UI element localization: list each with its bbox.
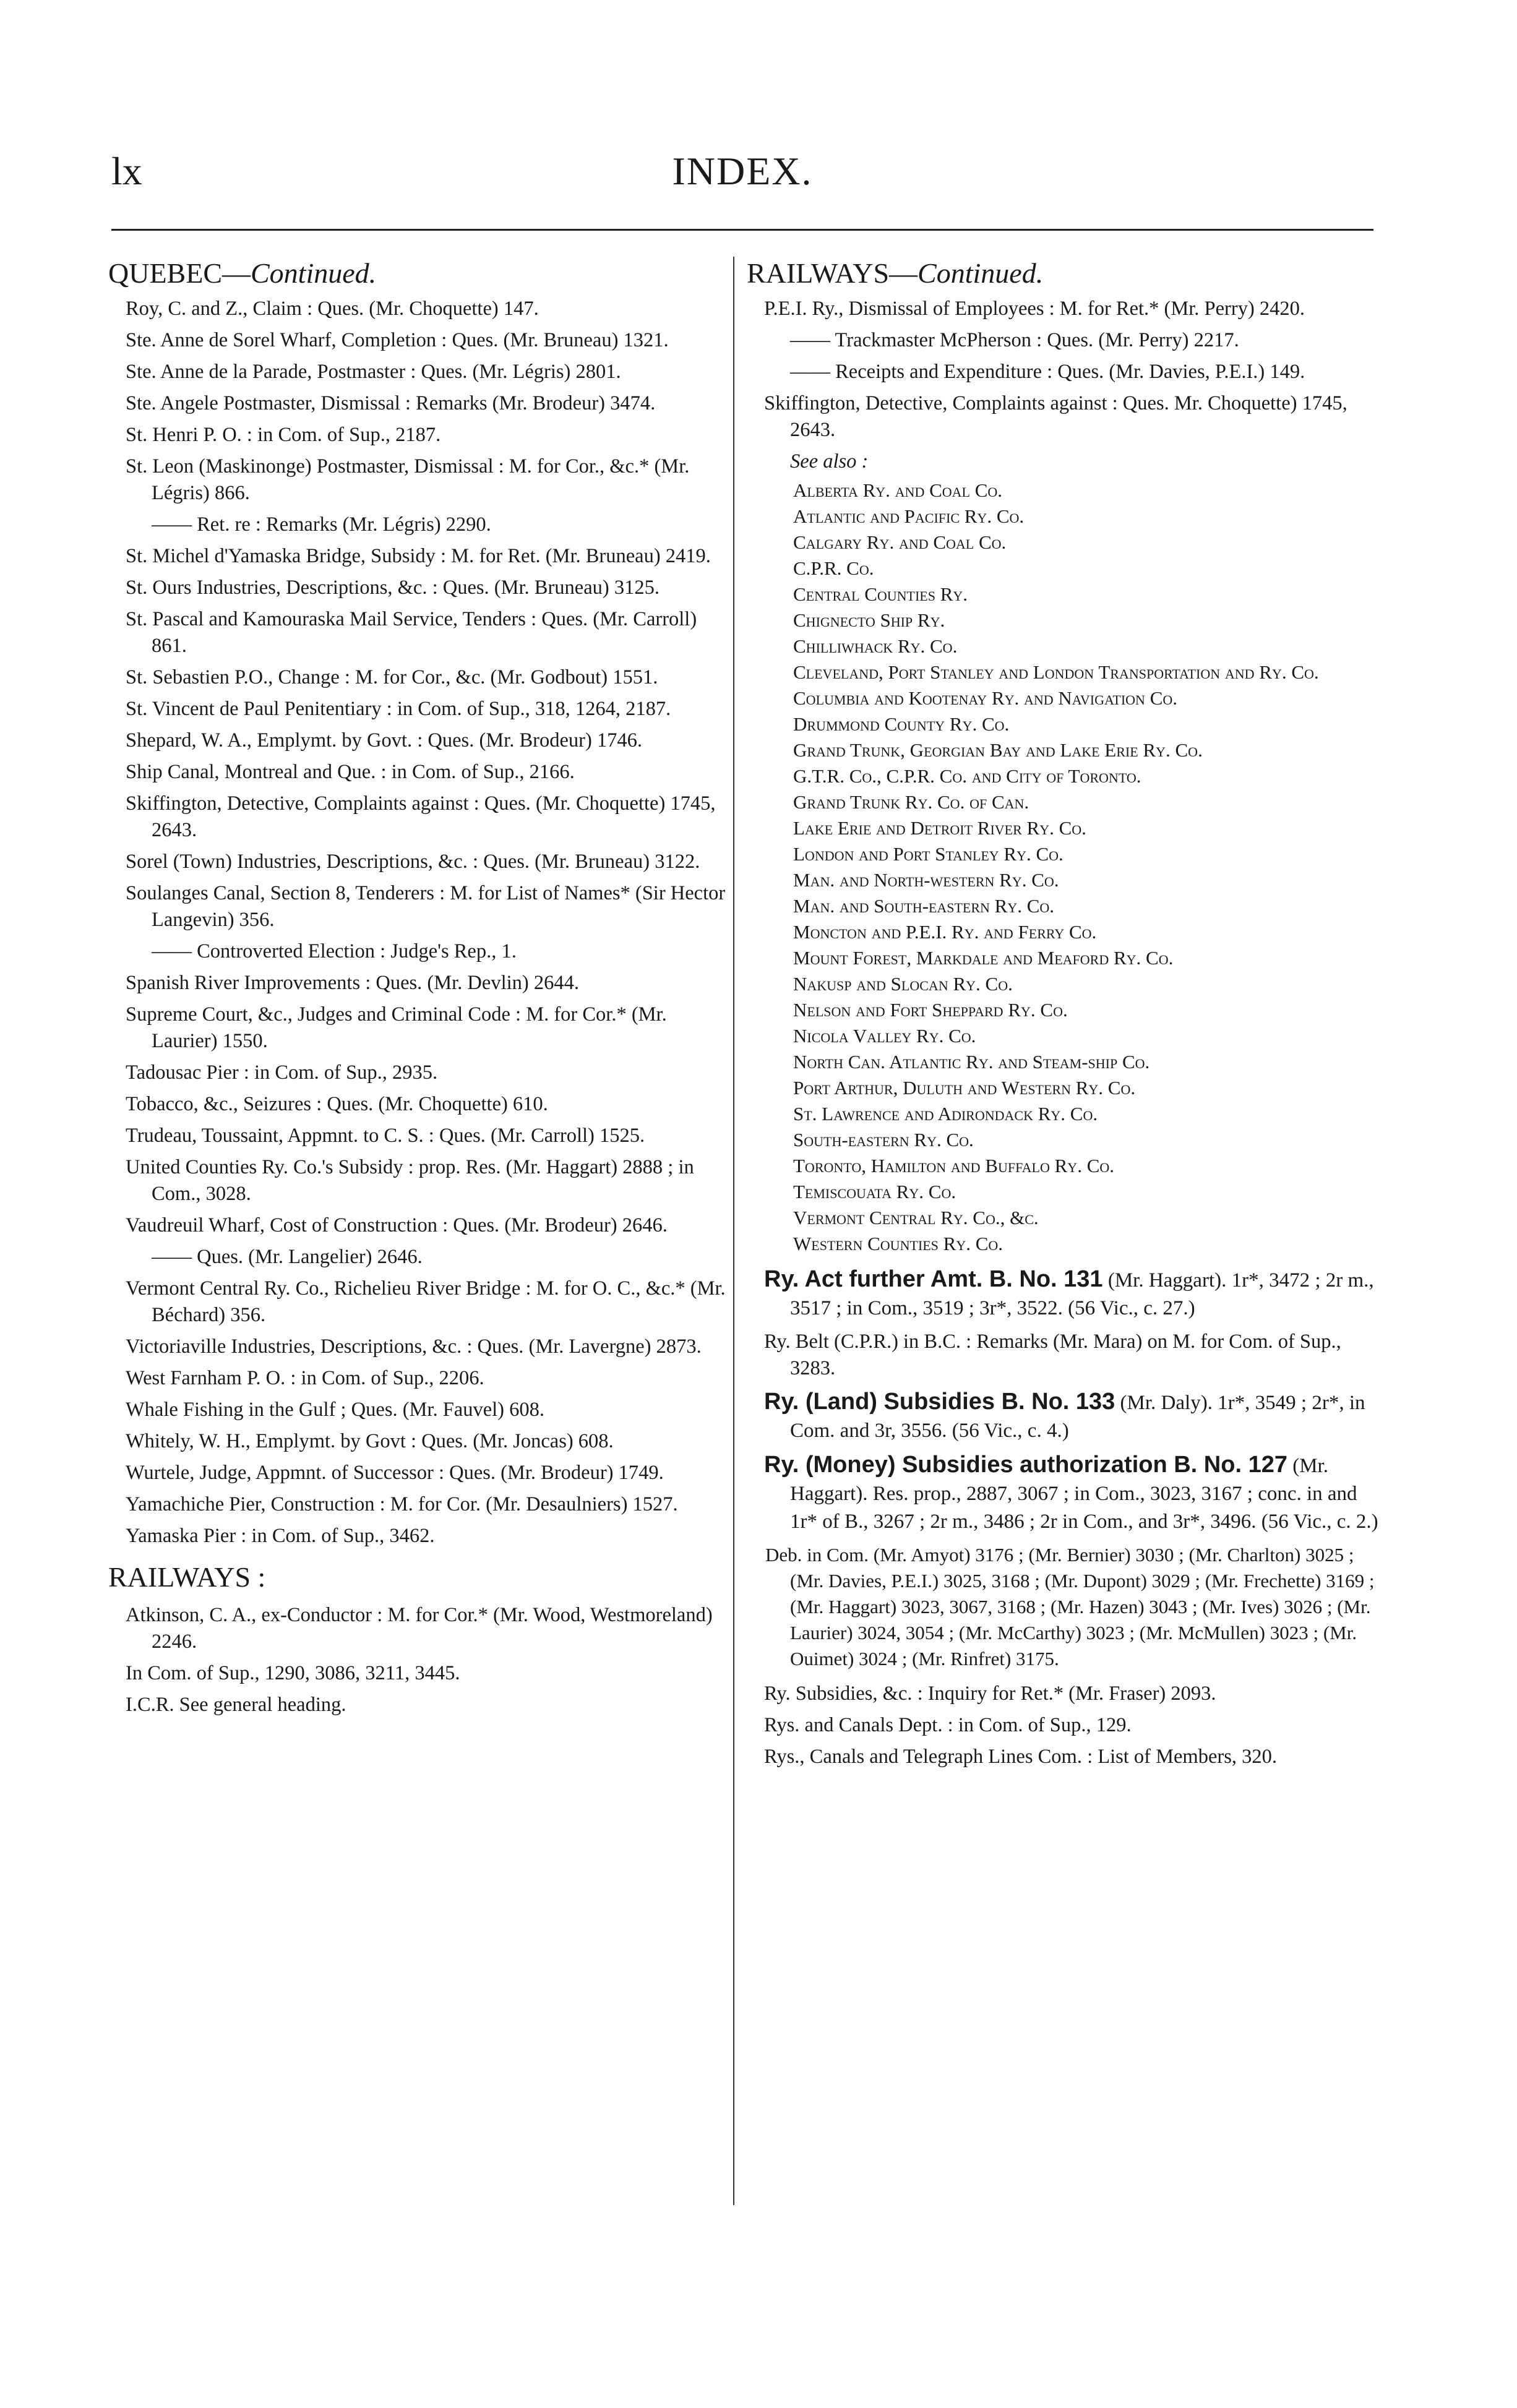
see-also-item: Grand Trunk Ry. Co. of Can. [793,791,1029,813]
tail-entries [747,1681,1387,1770]
index-entry: I.C.R. See general heading. [126,1694,346,1716]
index-entry: St. Vincent de Paul Penitentiary : in Com. of Sup., 318, 1264, 2187. [126,698,671,720]
see-also-item: Moncton and P.E.I. Ry. and Ferry Co. [793,921,1097,943]
index-entry: Ry. Subsidies, &c. : Inquiry for Ret.* (Mr. Fraser) 2093. [764,1682,1216,1705]
index-entry: Tadousac Pier : in Com. of Sup., 2935. [126,1061,438,1084]
see-also-item: Port Arthur, Duluth and Western Ry. Co. [793,1077,1136,1099]
index-entry: Ship Canal, Montreal and Que. : in Com. of Sup., 2166. [126,761,575,783]
index-entry: St. Henri P. O. : in Com. of Sup., 2187. [126,424,441,446]
page-header [111,148,1373,204]
index-entry: St. Michel d'Yamaska Bridge, Subsidy : M. for Ret. (Mr. Bruneau) 2419. [126,545,711,567]
railways-heading: RAILWAYS : [108,1561,266,1593]
left-heading: QUEBEC—Continued. [108,257,377,289]
bill-131-entry: Ry. Act further Amt. B. No. 131 (Mr. Haggart). 1r*, 3472 ; 2r m., 3517 ; in Com., 3519 ; 3r*, 3522. (56 Vic., c. 27.) [764,1266,1374,1319]
index-entry: Wurtele, Judge, Appmnt. of Successor : Ques. (Mr. Brodeur) 1749. [126,1462,664,1484]
index-entry: Soulanges Canal, Section 8, Tenderers : M. for List of Names* (Sir Hector Langevin) 356. [126,882,726,931]
index-entry: Roy, C. and Z., Claim : Ques. (Mr. Choquette) 147. [126,298,539,320]
index-entry: Whale Fishing in the Gulf ; Ques. (Mr. Fauvel) 608. [126,1399,544,1421]
see-also-label: See also : [790,450,869,473]
index-entry: Shepard, W. A., Emplymt. by Govt. : Ques. (Mr. Brodeur) 1746. [126,729,643,752]
see-also-item: Man. and North-western Ry. Co. [793,869,1059,891]
index-entry: Vaudreuil Wharf, Cost of Construction : Ques. (Mr. Brodeur) 2646. [126,1214,668,1236]
index-entry: Victoriaville Industries, Descriptions, &c. : Ques. (Mr. Lavergne) 2873. [126,1335,702,1358]
index-entry: Yamachiche Pier, Construction : M. for Cor. (Mr. Desaulniers) 1527. [126,1493,678,1515]
index-entry: West Farnham P. O. : in Com. of Sup., 2206. [126,1367,484,1389]
see-also-item: Grand Trunk, Georgian Bay and Lake Erie Ry. Co. [793,739,1203,761]
index-entry: Rys. and Canals Dept. : in Com. of Sup., 129. [764,1714,1132,1736]
index-entry: Vermont Central Ry. Co., Richelieu River Bridge : M. for O. C., &c.* (Mr. Béchard) 356. [126,1277,726,1326]
see-also-item: Drummond County Ry. Co. [793,713,1010,735]
ry-belt-entry: Ry. Belt (C.P.R.) in B.C. : Remarks (Mr. Mara) on M. for Com. of Sup., 3283. [764,1330,1341,1379]
index-entry: Whitely, W. H., Emplymt. by Govt : Ques. (Mr. Joncas) 608. [126,1430,614,1452]
index-entry: P.E.I. Ry., Dismissal of Employees : M. for Ret.* (Mr. Perry) 2420. [764,298,1305,320]
see-also-item: Calgary Ry. and Coal Co. [793,531,1007,553]
left-entries [108,296,730,1549]
see-also-item: Chilliwhack Ry. Co. [793,635,958,657]
see-also-item: Vermont Central Ry. Co., &c. [793,1207,1039,1228]
see-also-item: South-eastern Ry. Co. [793,1129,974,1150]
see-also-item: C.P.R. Co. [793,557,874,579]
bill-127-entry: Ry. (Money) Subsidies authorization B. No. 127 (Mr. Haggart). Res. prop., 2887, 3067 ; in Com., 3023, 3167 ; conc. in and 1r* of B., 3267 ; 2r m., 3486 ; 2r in Com., and 3r*, 3496. (56 Vic., c. 2.) [764,1452,1378,1533]
index-entry: Tobacco, &c., Seizures : Ques. (Mr. Choquette) 610. [126,1093,548,1115]
see-also-item: G.T.R. Co., C.P.R. Co. and City of Toronto. [793,765,1141,787]
index-entry: Spanish River Improvements : Ques. (Mr. Devlin) 2644. [126,972,579,994]
index-entry: —— Controverted Election : Judge's Rep., 1. [152,940,517,962]
index-entry: Ste. Anne de la Parade, Postmaster : Ques. (Mr. Légris) 2801. [126,361,621,383]
page-number: lx [111,149,142,193]
index-entry: Sorel (Town) Industries, Descriptions, &c. : Ques. (Mr. Bruneau) 3122. [126,851,700,873]
index-entry: —— Receipts and Expenditure : Ques. (Mr. Davies, P.E.I.) 149. [790,361,1305,383]
see-also-item: Cleveland, Port Stanley and London Transportation and Ry. Co. [793,661,1319,683]
see-also-item: Temiscouata Ry. Co. [793,1181,956,1202]
debate-entry: Deb. in Com. (Mr. Amyot) 3176 ; (Mr. Bernier) 3030 ; (Mr. Charlton) 3025 ; (Mr. Davies, P.E.I.) 3025, 3168 ; (Mr. Dupont) 3029 ; (Mr. Frechette) 3169 ; (Mr. Haggart) 3023, 3067, 3168 ; (Mr. Hazen) 3043 ; (Mr. Ives) 3026 ; (Mr. Laurier) 3024, 3054 ; (Mr. McCarthy) 3023 ; (Mr. McMullen) 3023 ; (Mr. Ouimet) 3024 ; (Mr. Rinfret) 3175. [765,1544,1375,1669]
see-also-item: Central Counties Ry. [793,583,968,605]
index-entry: Rys., Canals and Telegraph Lines Com. : List of Members, 320. [764,1746,1277,1768]
right-entries [747,296,1387,443]
see-also-item: Columbia and Kootenay Ry. and Navigation Co. [793,687,1178,709]
see-also-item: Chignecto Ship Ry. [793,609,945,631]
see-also-item: Alberta Ry. and Coal Co. [793,479,1003,501]
index-entry: Atkinson, C. A., ex-Conductor : M. for Cor.* (Mr. Wood, Westmoreland) 2246. [126,1604,713,1653]
see-also-item: London and Port Stanley Ry. Co. [793,843,1064,865]
index-entry: St. Pascal and Kamouraska Mail Service, Tenders : Ques. (Mr. Carroll) 861. [126,608,697,657]
right-column [733,257,1387,2205]
left-column [108,257,730,1723]
index-entry: —— Trackmaster McPherson : Ques. (Mr. Perry) 2217. [790,329,1239,351]
index-entry: In Com. of Sup., 1290, 3086, 3211, 3445. [126,1662,460,1684]
see-also-item: Western Counties Ry. Co. [793,1233,1003,1254]
see-also-item: Atlantic and Pacific Ry. Co. [793,505,1025,527]
see-also-item: St. Lawrence and Adirondack Ry. Co. [793,1103,1098,1125]
index-entry: St. Leon (Maskinonge) Postmaster, Dismissal : M. for Cor., &c.* (Mr. Légris) 866. [126,455,690,504]
index-entry: Yamaska Pier : in Com. of Sup., 3462. [126,1525,435,1547]
see-also-item: Nelson and Fort Sheppard Ry. Co. [793,999,1068,1021]
index-entry: —— Ret. re : Remarks (Mr. Légris) 2290. [152,513,491,536]
header-rule [111,229,1373,231]
see-also-item: Nakusp and Slocan Ry. Co. [793,973,1013,995]
index-entry: Ste. Anne de Sorel Wharf, Completion : Ques. (Mr. Bruneau) 1321. [126,329,669,351]
see-also-item: North Can. Atlantic Ry. and Steam-ship Co. [793,1051,1150,1073]
index-entry: United Counties Ry. Co.'s Subsidy : prop. Res. (Mr. Haggart) 2888 ; in Com., 3028. [126,1156,694,1205]
index-entry: St. Sebastien P.O., Change : M. for Cor., &c. (Mr. Godbout) 1551. [126,666,658,688]
index-entry: Skiffington, Detective, Complaints against : Ques. (Mr. Choquette) 1745, 2643. [126,792,716,841]
see-also-list [747,478,1387,1257]
right-heading: RAILWAYS—Continued. [747,257,1044,289]
index-entry: Ste. Angele Postmaster, Dismissal : Remarks (Mr. Brodeur) 3474. [126,392,656,414]
see-also-item: Mount Forest, Markdale and Meaford Ry. Co. [793,947,1174,969]
bill-133-entry: Ry. (Land) Subsidies B. No. 133 (Mr. Daly). 1r*, 3549 ; 2r*, in Com. and 3r, 3556. (56 Vic., c. 4.) [764,1389,1365,1442]
see-also-item: Man. and South-eastern Ry. Co. [793,895,1055,917]
index-entry: Trudeau, Toussaint, Appmnt. to C. S. : Ques. (Mr. Carroll) 1525. [126,1125,645,1147]
index-entry: Skiffington, Detective, Complaints against : Ques. Mr. Choquette) 1745, 2643. [764,392,1347,441]
railways-entries [108,1602,730,1718]
see-also-item: Nicola Valley Ry. Co. [793,1025,976,1047]
index-entry: —— Ques. (Mr. Langelier) 2646. [152,1246,423,1268]
index-entry: Supreme Court, &c., Judges and Criminal Code : M. for Cor.* (Mr. Laurier) 1550. [126,1003,667,1052]
see-also-item: Toronto, Hamilton and Buffalo Ry. Co. [793,1155,1115,1176]
see-also-item: Lake Erie and Detroit River Ry. Co. [793,817,1086,839]
index-entry: St. Ours Industries, Descriptions, &c. : Ques. (Mr. Bruneau) 3125. [126,576,660,599]
page-title: INDEX. [672,149,813,193]
